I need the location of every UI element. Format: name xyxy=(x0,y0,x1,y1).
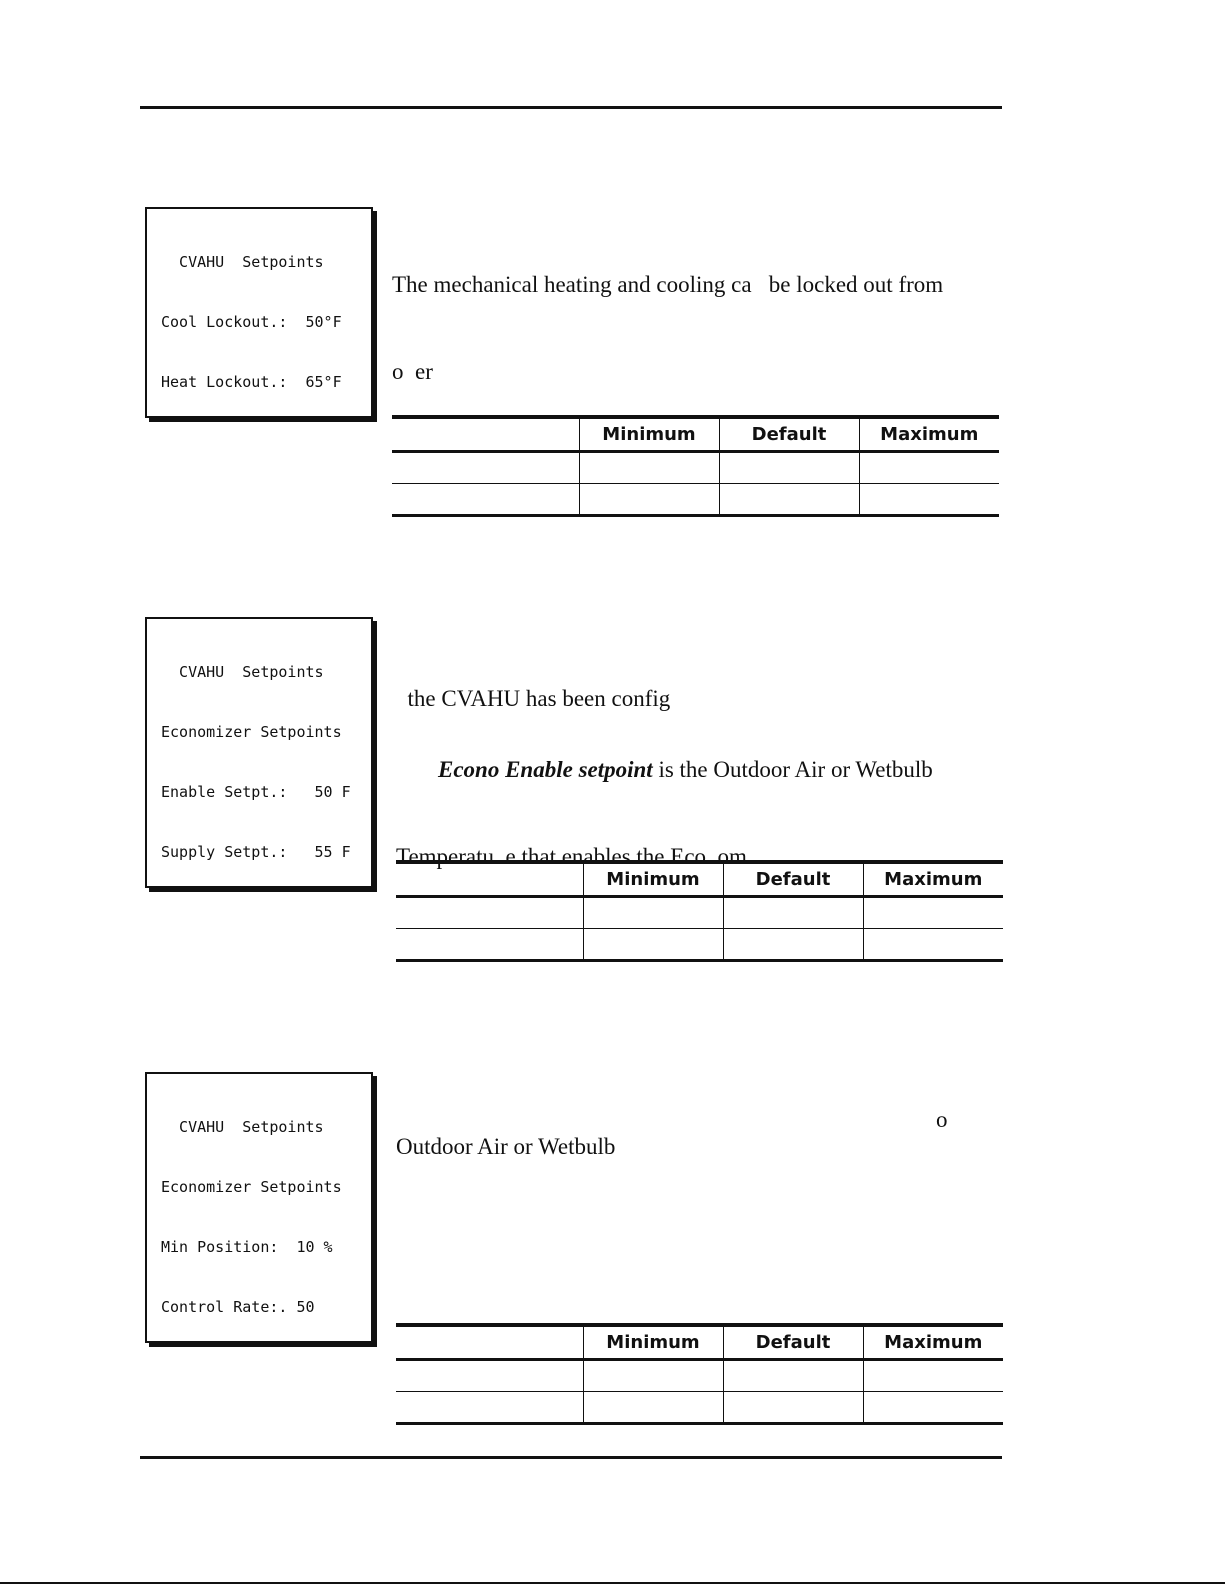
table-header-minimum: Minimum xyxy=(583,862,723,897)
table-header-maximum: Maximum xyxy=(863,862,1003,897)
page-edge-rule xyxy=(0,1582,1225,1584)
lcd-line: Supply Setpt.: 55 F xyxy=(161,843,351,861)
paragraph-line xyxy=(396,755,933,784)
table-header-default: Default xyxy=(719,417,859,452)
table-header-maximum: Maximum xyxy=(863,1325,1003,1360)
table-header-blank xyxy=(392,417,579,452)
paragraph-outdoor-air: Outdoor Air or Wetbulb xyxy=(396,1134,616,1159)
lcd-display-lockout xyxy=(145,207,373,418)
table-row xyxy=(396,929,1003,961)
lcd-display-economizer-position xyxy=(145,1072,373,1343)
paragraph-lockout xyxy=(392,212,943,415)
paragraph-line: o er xyxy=(392,359,433,384)
table-row xyxy=(392,484,999,516)
table-header-maximum: Maximum xyxy=(859,417,999,452)
setpoint-range-table-1 xyxy=(392,415,999,517)
lcd-line: Economizer Setpoints xyxy=(161,1178,342,1196)
table-row xyxy=(396,1360,1003,1392)
paragraph-line: the CVAHU has been config xyxy=(396,686,671,711)
table-header-minimum: Minimum xyxy=(579,417,719,452)
lcd-display-economizer-enable xyxy=(145,617,373,888)
paragraph-line: The mechanical heating and cooling ca be locked out from xyxy=(392,272,944,297)
lcd-line: Economizer Setpoints xyxy=(161,723,342,741)
lcd-line: Heat Lockout.: 65°F xyxy=(161,373,342,391)
bottom-rule xyxy=(140,1456,1002,1459)
table-row xyxy=(392,452,999,484)
table-header-blank xyxy=(396,1325,583,1360)
table-row xyxy=(396,897,1003,929)
lcd-line: Cool Lockout.: 50°F xyxy=(161,313,342,331)
top-rule xyxy=(140,106,1002,109)
lcd-line: CVAHU Setpoints xyxy=(161,663,324,681)
table-row xyxy=(396,1392,1003,1424)
paragraph-line: Temperatu e that enables the Eco om xyxy=(396,844,747,869)
table-header-minimum: Minimum xyxy=(583,1325,723,1360)
paragraph-fragment: o xyxy=(936,1107,948,1132)
lcd-line: CVAHU Setpoints xyxy=(161,1118,324,1136)
emphasis-term: Econo Enable setpoint xyxy=(438,757,653,782)
setpoint-range-table-2 xyxy=(396,860,1003,962)
lcd-line: Control Rate:. 50 xyxy=(161,1298,315,1316)
lcd-line: Min Position: 10 % xyxy=(161,1238,333,1256)
setpoint-range-table-3 xyxy=(396,1323,1003,1425)
lcd-line: CVAHU Setpoints xyxy=(161,253,324,271)
lcd-line: Enable Setpt.: 50 F xyxy=(161,783,351,801)
table-header-blank xyxy=(396,862,583,897)
paragraph-text: is the Outdoor Air or Wetbulb xyxy=(652,757,933,782)
table-header-default: Default xyxy=(723,862,863,897)
table-header-default: Default xyxy=(723,1325,863,1360)
